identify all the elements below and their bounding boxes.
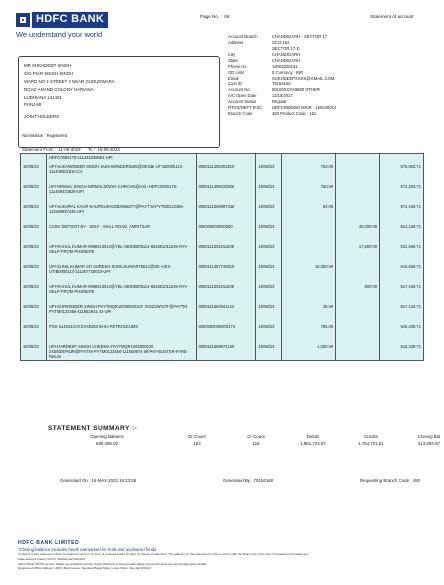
txn-date: 15/05/23 [21,243,47,263]
txn-balance: 575,003.71 [380,163,424,183]
txn-balance: 574,253.71 [380,183,424,203]
txn-value-date: 15/05/23 [256,243,282,263]
account-detail-label: Email [228,75,239,81]
txn-date: 15/05/23 [21,343,47,361]
summary-header: Cr Count [247,434,265,440]
account-detail-label: Account Status [228,98,257,104]
txn-value-date: 15/05/23 [256,263,282,283]
txn-balance: 614,169.71 [380,223,424,243]
account-detail-value: 50100XXXX9680 OTHER [272,87,320,93]
generated-by: Generated By : 75154160 [222,478,274,483]
account-detail-row [228,70,438,75]
summary-header: Credits [364,434,378,440]
txn-balance: 631,669.71 [380,243,424,263]
period-to-label: To : [87,147,95,152]
txn-narration: HDFC0000170-111444238584-UPI [46,154,196,163]
txn-deposit: 500.00 [336,283,380,303]
txn-narration: CASH DEPOSIT BY - SELF - MALL ROAD, AMRITSAR [46,223,196,243]
customer-address-line: JOINT HOLDERS : [24,113,62,119]
txn-reference [196,154,256,163]
txn-deposit [336,323,380,343]
txn-withdrawal: 795.00 [282,323,336,343]
account-detail-value: 75154160 [272,81,291,87]
bank-logo [16,12,126,52]
txn-deposit [336,303,380,323]
txn-withdrawal: 750.00 [282,163,336,183]
page-label: Page No .: [200,14,222,19]
txn-deposit [336,154,380,163]
account-detail-label: Account No [228,87,250,93]
account-detail-row [228,111,438,116]
txn-withdrawal [282,243,336,263]
txn-date: 15/05/23 [21,203,47,223]
summary-header: Closing Bal [417,434,441,440]
table-row [21,263,424,283]
account-detail-label [228,46,272,51]
txn-withdrawal [282,283,336,303]
txn-value-date: 15/05/23 [256,283,282,303]
txn-deposit [336,343,380,361]
account-detail-value: 11/10/2017 [272,93,293,99]
txn-balance [380,154,424,163]
table-row [21,243,424,263]
table-row [21,223,424,243]
table-row [21,303,424,323]
txn-deposit: 17,500.00 [336,243,380,263]
page-value: 66 [224,14,230,19]
period-to: 15-05-2023 [97,147,120,152]
txn-reference: 0000111569974169 [196,343,256,361]
txn-value-date: 15/05/23 [256,303,282,323]
txn-balance: 617,169.71 [380,283,424,303]
txn-date: 15/05/23 [21,263,47,283]
txn-reference: 0000111357740010 [196,263,256,283]
txn-withdrawal: 15,000.00 [282,263,336,283]
summary-value: 116 [252,441,260,447]
account-detail-row [228,81,438,86]
txn-narration: UPI-SUKHPAL KAUR-KAURSUKH3282966877@PAYT M-PYTM0123456-111569997436-UPI [46,203,196,223]
txn-reference: 0000111459433826 [196,183,256,203]
account-detail-row [228,34,438,39]
statement-period [22,147,120,153]
summary-value: 613,094.97 [418,441,440,447]
footer-registered-office: Registered Office Address: HDFC Bank House, Senapati Bapat Marg, Lower Parel, Mumbai 400013 [18,566,151,571]
account-detail-row [228,64,438,69]
nomination-status: Nomination : Registered [22,133,67,138]
footer-disclaimer: Contents of this statement will be considered correct if no error is reported within 30 days of receipt of statement. The address on this statement is that on record with the Branch as of the day of requesting this statement. [18,552,309,557]
txn-balance: 616,339.71 [380,323,424,343]
txn-value-date: 15/05/23 [256,223,282,243]
account-detail-label: City [228,52,236,58]
account-detail-label: Phone no. [228,63,248,69]
period-from-label: Statement From : [22,147,56,152]
account-detail-label: Branch Code [228,110,253,116]
footer-gstn: State account branch GSTN: 04AAACH2702H1Z3 [18,556,85,561]
account-detail-label: Account Branch [228,34,258,39]
txn-narration: UPI-SUNIL KUMAR SO SURESH-SUNILKUMAR75814@OK AXIS-UTIB0000114-111357740010-UPI [46,263,196,283]
generation-info [60,478,420,484]
txn-value-date: 15/05/23 [256,163,282,183]
txn-withdrawal: 84.00 [282,203,336,223]
footer-bank-name: HDFC BANK LIMITED [18,540,80,546]
txn-date: 15/05/23 [21,183,47,203]
account-detail-value: HDFC0000450 MICR : 160240014 [272,104,337,110]
summary-value: 1,764,701.61 [358,441,384,447]
closing-balance-note: *Closing balance includes funds earmarked for hold and uncleared funds [18,547,157,553]
txn-narration: UPI-SUKHWINDER SINGH-SUKHWINDER8186@OKSBI-UT IB0000113-111408301810-CA [46,163,196,183]
account-detail-row [228,105,438,110]
account-detail-value: Regular [272,98,287,104]
page-number [200,14,229,20]
txn-date [21,154,47,163]
summary-value: 695,398.02 [96,441,118,447]
txn-reference: 0000111569997436 [196,203,256,223]
summary-header: Dr Count [188,434,206,440]
account-detail-value: CHANDIGARH - SECTOR 17 [272,34,328,39]
customer-address-line: WARD NO 4 STREET 4 NEAR GURUDWARA [24,78,115,84]
summary-value: 1,851,724.97 [300,441,326,447]
summary-header: Opening Balance [90,434,124,440]
txn-value-date: 15/05/23 [256,343,282,361]
customer-address-line: ROAD ANAND COLONY HARIANA [24,86,94,92]
account-detail-label: State [228,57,238,63]
account-detail-label: A/C Open Date [228,93,257,99]
txn-deposit [336,163,380,183]
txn-date: 15/05/23 [21,303,47,323]
account-detail-row [228,99,438,104]
table-row [21,203,424,223]
txn-narration: UPI-HARDEEP SINGH CHEEMA-PAYTMQR1000000010 3X5MZ6FNJR@PAYTM-PYTM0123456-111569974 69-PAY-BUSTER-FARE-Return [46,343,196,361]
account-detail-label: OD Limit [228,69,245,75]
table-row [21,323,424,343]
account-detail-row [228,87,438,92]
account-detail-label: Cust ID [228,81,242,87]
txn-withdrawal: 750.00 [282,183,336,203]
account-detail-label: RTGS/NEFT IFSC [228,104,263,110]
customer-address-line: LUDHIANA 141401 [24,94,62,100]
txn-reference: 0000111501011636 [196,283,256,303]
txn-balance: 617,134.71 [380,303,424,323]
txn-date: 15/05/23 [21,223,47,243]
account-detail-value: CHANDIGARH [272,57,301,63]
account-details [228,34,438,116]
txn-reference: 000000000000000 [196,223,256,243]
hdfc-logo-icon [16,13,30,27]
txn-withdrawal [282,223,336,243]
summary-header: Debits [306,434,320,440]
txn-date: 15/05/23 [21,323,47,343]
footer-gstin-link: HDFC Bank GSTIN number details are available at https://www.hdfcbank.com/personal/making-payments/online-tax-payment/gst-gstin-details [18,561,207,566]
bank-name: HDFC BANK [32,12,108,28]
table-row [21,183,424,203]
txn-value-date [256,154,282,163]
txn-value-date: 15/05/23 [256,323,282,343]
txn-date: 15/05/23 [21,163,47,183]
txn-deposit [336,203,380,223]
account-detail-value: CHANDIGARH [272,52,301,58]
txn-reference: 0000111562941144 [196,303,256,323]
period-from: 11-05-2023 [58,147,81,152]
txn-reference: 0000111408301810 [196,163,256,183]
customer-address-line: PUNJAB [24,102,42,108]
statement-title: Statement of account [370,14,414,19]
account-detail-row [228,58,438,63]
txn-withdrawal: 1,000.00 [282,343,336,361]
txn-deposit: 40,000.00 [336,223,380,243]
txn-withdrawal [282,154,336,163]
txn-narration: UPI-RAHUL KUMAR-9988413914@YBL-SBIN0005114-661501011636-PAY-HELP-FROM-PHONEPE [46,283,196,303]
txn-balance: 615,339.71 [380,343,424,361]
account-detail-value: 0 Currency : INR [272,69,304,75]
account-detail-label: Address [228,39,244,45]
account-detail-value: 18002026161 [272,63,298,69]
account-detail-row [228,93,438,98]
summary-grid [48,434,441,447]
txn-narration: UPI-NIRMAL SINGH-NIRMALSINGH-CHRCHN@AXL-HDFC0000170-111459433826-UPI [46,183,196,203]
txn-date: 15/05/23 [21,283,47,303]
account-detail-value: SCO-162, [272,39,291,45]
customer-address-line: MR SUKHDEEP SINGH [24,63,72,68]
txn-reference: 0000111501011636 [196,243,256,263]
account-detail-value: 450 Product Code : 161 [272,110,317,116]
summary-value: 103 [193,441,201,447]
requesting-branch: Requesting Branch Code : 450 [359,478,420,483]
table-row [21,343,424,361]
txn-balance: 616,669.71 [380,263,424,283]
account-detail-value: SUKHDEEPXXXX@GMAIL.COM [272,75,335,81]
statement-summary [48,425,441,447]
account-detail-row [228,52,438,57]
summary-title: STATEMENT SUMMARY :- [48,425,138,432]
account-detail-value: SECTOR 17-D [272,45,300,51]
txn-narration: UPI-GURWINDER SINGH-PAYTMQR1000000010Y 3V6ZZWVOT@PAYTM-PYTM0123456-111562941 44-UPI [46,303,196,323]
txn-value-date: 15/05/23 [256,203,282,223]
bank-tagline: We understand your world [16,29,103,39]
customer-address-line: S/O PIAR SINGH SINGH [24,70,74,76]
account-detail-row [228,40,438,45]
account-detail-row [228,76,438,81]
table-row [21,163,424,183]
generated-on: Generated On : 16-MAY-2023 16:23:55 [60,478,137,483]
table-row [21,283,424,303]
txn-balance: 574,169.71 [380,203,424,223]
footer [18,540,428,571]
txn-value-date: 15/05/23 [256,183,282,203]
txn-narration: POS 514834XXXXXX6253 BHAI PETROLEUMS [46,323,196,343]
txn-withdrawal: 35.00 [282,303,336,323]
txn-narration: UPI-RAHUL KUMAR-9988413914@YBL-SBIN0005114-661501011636-PAY-HELP-FROM-PHONEPE [46,243,196,263]
account-detail-row [228,46,438,51]
txn-deposit [336,183,380,203]
txn-deposit [336,263,380,283]
table-row [21,154,424,163]
transactions-table [20,153,424,361]
txn-reference: 0000000000009173 [196,323,256,343]
